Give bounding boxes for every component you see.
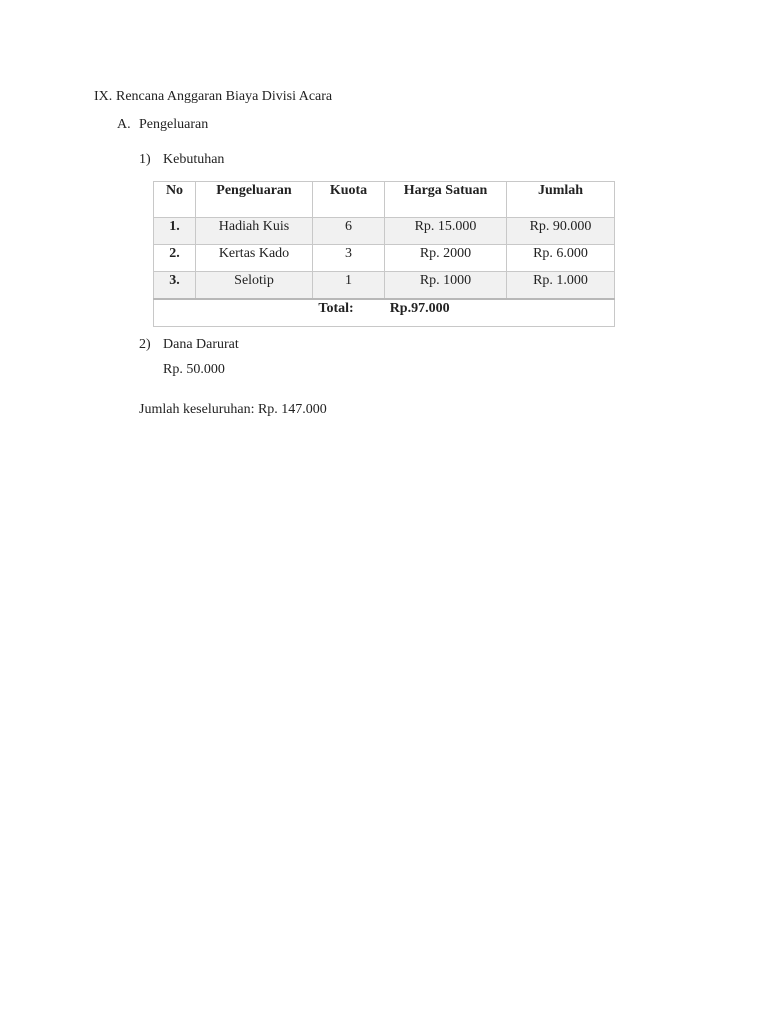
cell-pengeluaran: Hadiah Kuis	[196, 218, 313, 245]
cell-harga-satuan: Rp. 2000	[385, 245, 507, 272]
table-row	[154, 272, 615, 300]
cell-pengeluaran: Selotip	[196, 272, 313, 300]
list-item-title: Kebutuhan	[163, 152, 225, 167]
header-pengeluaran: Pengeluaran	[196, 182, 313, 218]
cell-no: 2.	[154, 245, 196, 272]
grand-total: Jumlah keseluruhan: Rp. 147.000	[139, 402, 327, 417]
cell-no: 3.	[154, 272, 196, 300]
list-item-title: Dana Darurat	[163, 337, 239, 352]
header-kuota: Kuota	[313, 182, 385, 218]
header-no: No	[154, 182, 196, 218]
cell-jumlah: Rp. 6.000	[507, 245, 615, 272]
subsection-title: Pengeluaran	[139, 117, 209, 132]
cell-kuota: 6	[313, 218, 385, 245]
table-row	[154, 245, 615, 272]
emergency-fund-amount: Rp. 50.000	[163, 362, 225, 377]
header-harga-satuan: Harga Satuan	[385, 182, 507, 218]
cell-kuota: 3	[313, 245, 385, 272]
table-total-row	[154, 299, 615, 327]
section-title: Rencana Anggaran Biaya Divisi Acara	[116, 89, 333, 104]
subsection-heading	[117, 116, 208, 133]
list-marker: 1)	[139, 152, 151, 167]
list-marker: 2)	[139, 337, 151, 352]
section-heading	[94, 88, 332, 105]
table-header-row	[154, 182, 615, 218]
cell-no: 1.	[154, 218, 196, 245]
table-row	[154, 218, 615, 245]
total-value: Rp.97.000	[389, 301, 450, 316]
cell-harga-satuan: Rp. 15.000	[385, 218, 507, 245]
list-item-kebutuhan	[139, 151, 224, 168]
list-item-dana-darurat	[139, 336, 239, 353]
budget-table	[153, 181, 615, 327]
total-label: Total:	[318, 301, 354, 316]
total-cell	[154, 299, 615, 327]
cell-jumlah: Rp. 90.000	[507, 218, 615, 245]
cell-harga-satuan: Rp. 1000	[385, 272, 507, 300]
cell-jumlah: Rp. 1.000	[507, 272, 615, 300]
header-jumlah: Jumlah	[507, 182, 615, 218]
cell-pengeluaran: Kertas Kado	[196, 245, 313, 272]
section-marker: IX.	[94, 89, 113, 104]
cell-kuota: 1	[313, 272, 385, 300]
subsection-marker: A.	[117, 117, 131, 132]
